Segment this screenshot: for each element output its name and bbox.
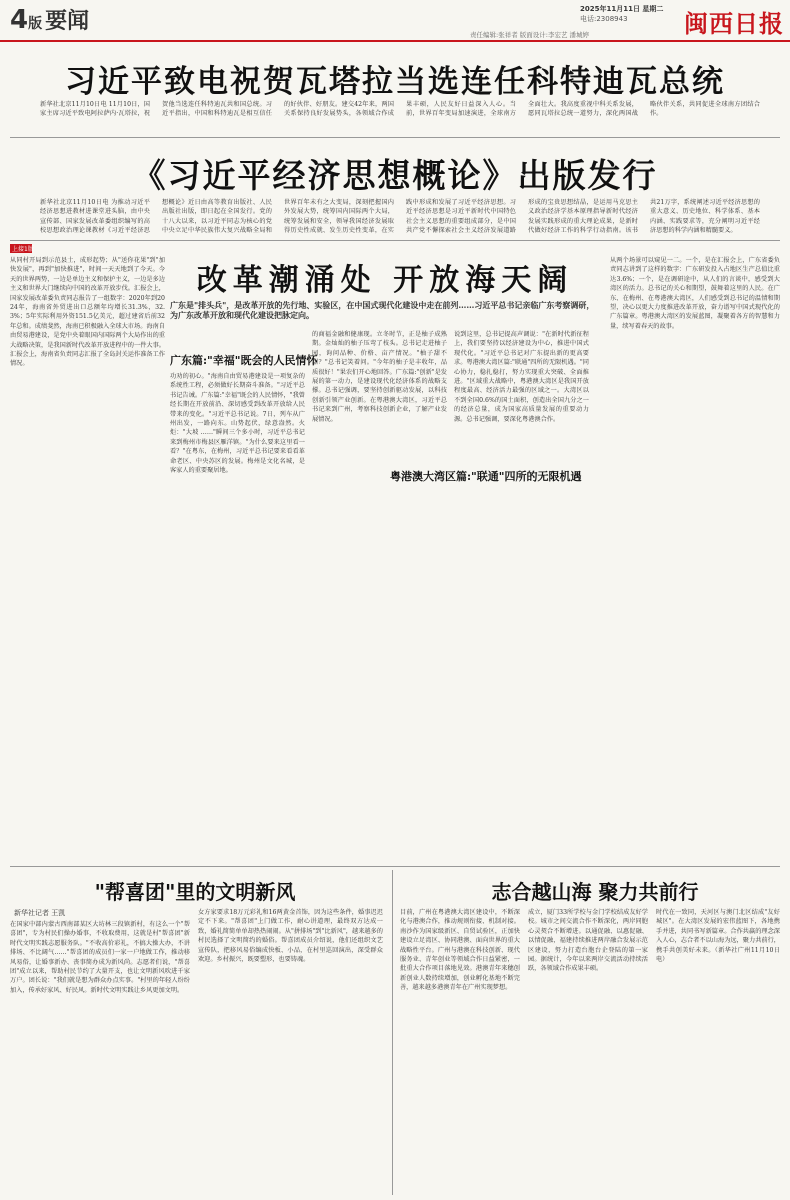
article-4-column-1 xyxy=(10,920,190,1192)
article-1-text: 新华社北京11月10日电 11月10日，国家主席习近平致电阿拉萨内·瓦塔拉，祝贺他当选连任科特迪瓦共和国总统。习近平指出，中国和科特迪瓦是相互信任的好伙伴、好朋友。建交42年来，两国关系保持良好发展势头，各领域合作成果丰硕，人民友好日益深入人心。当前，世界百年变局加速演进，全球南方全面壮大。我高度重视中科关系发展，愿同瓦塔拉总统一道努力，深化两国战略伙伴关系，共同促进全球南方团结合作。 xyxy=(40,101,760,118)
page-label: 版 xyxy=(28,16,43,32)
article-2-body xyxy=(40,198,760,236)
newspaper-logo: 闽西日报 xyxy=(684,9,784,38)
article-3-subhead: 广东是"排头兵"，是改革开放的先行地、实验区，在中国式现代化建设中走在前列……习近平总书记亲临广东考察调研，为广东改革开放和现代化建设把脉定向。 xyxy=(170,300,595,320)
page-number xyxy=(10,4,89,35)
article-3-mid3-text: 说到这里，总书记提高声调说："在新时代新征程上，我们要坚持以经济建设为中心，推进中国式现代化。"习近平总书记对广东提出新的更高要求。粤港澳大湾区篇:"联通"四所的无限机遇。"同心协力，稳扎稳打，努力实现重大突破、全面推进。"区域重大战略中，粤港澳大湾区是我国开放程度最高、经济活力最强的区域之一。大湾区以不到全国0.6%的国土面积，创造出全国九分之一的经济总量，成为国家高质量发展的重要动力源。总书记强调，要深化粤港澳合作。 xyxy=(454,331,589,423)
article-5-text-2: 成立，厦门33所学校与金门学校结成友好学校。城市之间交流合作不断深化，两岸同胞心灵契合不断增进。以通促融、以惠促融、以情促融，福建持续推进两岸融合发展示范区建设，努力打造台胞台企登陆的第一家园。据统计，今年以来两岸交流活动持续活跃，各领域合作成果丰硕。 xyxy=(528,909,648,973)
article-3-column-mid-3 xyxy=(454,330,589,862)
article-3-mid2-text: 的商福金融和健康现。立冬时节，正是柚子成熟期。金灿灿的柚子压弯了枝头。总书记走进柚子园，询问品种、价格、亩产情况。"柚子甜不甜？"总书记笑着问。"今年的柚子是丰收年，品质很好！"果农们开心地回答。广东篇:"创新"是发展的第一动力，是建设现代化经济体系的战略支撑。总书记强调，要坚持创新驱动发展，以科技创新引领产业创新。在粤港澳大湾区，习近平总书记来到广州，考察科技创新企业，了解产业发展情况。 xyxy=(312,331,447,423)
article-3-column-mid-intro xyxy=(170,330,305,350)
masthead-meta xyxy=(580,4,680,24)
headline-article-2: 《习近平经济思想概论》出版发行 xyxy=(132,156,658,195)
article-3-left-text: 从同村开局到示范县土，成形起势；从"送你花果"到"加快发展"，再到"加快推进"，时间一天天地到了今天。今天的世界两势，一边是单边主义和保护主义，一边是多边主义和世界大门继续向中国的改革开放步伐。汇报会上，国家发展改革委负责同志报告了一组数字：2020年到2024年，海南省外贸进出口总额年均增长31.3%，32.3%；5年实际利用外资151.5亿美元，超过建省后前32年总和。成绩斐然，海南已积极融入全球大市场。海南自由贸易港建设，是党中央着眼国内国际两个大局作出的重大战略决策，是我国新时代改革开放进程中的一件大事。汇报会上，海南省负责同志汇报了全岛封关运作准备工作情况。 xyxy=(10,257,165,368)
article-5-column-1 xyxy=(400,908,520,1192)
divider xyxy=(10,240,780,241)
headline-article-5: 志合越山海 聚力共前行 xyxy=(491,880,699,904)
article-3-right-text: 从两个场景可以窥见一二。一个，是在汇报会上，广东省委负责同志讲到了这样的数字：广东研发投入占地区生产总值比重达3.6%；一个，是在调研途中，从人们的言谈中，感受到大湾区的活力。总书记的关心和期望，鼓舞着这里的人民。在广东、在梅州、在粤港澳大湾区，人们感受到总书记的温情和期望，决心以更大力度推进改革开放，奋力谱写中国式现代化的广东篇章。粤港澳大湾区的发展蓝图，凝聚着各方的智慧和力量，续写着春天的故事。 xyxy=(610,257,780,330)
article-3-column-mid-2 xyxy=(312,330,447,862)
article-3-quote-2: 粤港澳大湾区篇:"联通"四所的无限机遇 xyxy=(390,470,582,483)
article-2-text: 新华社北京11月10日电 为推动习近平经济思想进教材进课堂进头脑，由中央宣传部、国家发展改革委组织编写的高校思想政治理论课教材《习近平经济思想概论》近日由高等教育出版社、人民出版社出版，即日起在全国发行。党的十八大以来，以习近平同志为核心的党中央立足中华民族伟大复兴战略全局和世界百年未有之大变局，深刻把握国内外发展大势，统筹国内国际两个大局，统筹发展和安全，领导我国经济发展取得历史性成就、发生历史性变革，在实践中形成和发展了习近平经济思想。习近平经济思想是习近平新时代中国特色社会主义思想的重要组成部分，是中国共产党不懈探索社会主义经济发展道路形成的宝贵思想结晶，是运用马克思主义政治经济学基本原理指导新时代经济发展实践形成的重大理论成果，是新时代做好经济工作的科学行动指南。该书共21万字，系统阐述习近平经济思想的重大意义、历史地位、科学体系、基本内涵、实践要求等，充分阐明习近平经济思想的科学内涵和精髓要义。 xyxy=(40,199,760,235)
vertical-divider xyxy=(392,870,393,1195)
divider xyxy=(10,137,780,138)
article-3-column-left xyxy=(10,256,165,861)
article-5-column-3 xyxy=(656,908,780,1192)
article-4-column-2 xyxy=(198,908,383,1192)
section-title: 要闻 xyxy=(45,9,90,34)
article-5-text-1: 目前，广州在粤港澳大湾区建设中，不断深化与港澳合作，推动规则衔接、机制对接。南沙作为国家级新区、自贸试验区，正加快建设立足湾区、协同港澳、面向世界的重大战略性平台。广州与港澳在科技创新、现代服务业、青年创业等领域合作日益紧密，一批重大合作项目落地见效。港澳青年来穗创新创业人数持续增加，创业孵化基地不断完善，越来越多港澳青年在广州实现梦想。 xyxy=(400,909,520,992)
article-1-body xyxy=(40,100,760,128)
issue-date: 2025年11月11日 星期二 xyxy=(580,5,664,13)
headline-article-3: 改革潮涌处 开放海天阔 xyxy=(196,263,574,298)
article-4-text-2: 女方家要求18万元彩礼和16两黄金首饰，因为这些条件，婚事迟迟定不下来。"帮喜团"上门做工作，耐心讲道理，最终双方达成一致，婚礼简简单单却热热闹闹。从"拼排场"到"比新风"，越来越多的村民选择了文明简约的婚俗。帮喜团成员介绍说，他们还组织文艺宣传队，把移风易俗编成快板、小品，在村里巡回演出，深受群众欢迎。乡村振兴，既要塑形，也要铸魂。 xyxy=(198,909,383,964)
page-number-digit: 4 xyxy=(10,5,29,35)
article-3-column-right xyxy=(610,256,780,861)
divider xyxy=(10,866,780,867)
article-4-byline: 新华社记者 王凯 xyxy=(14,909,66,917)
section-label: 上接1版 xyxy=(12,246,34,253)
phone: 电话:2308943 xyxy=(580,15,628,23)
article-5-column-2 xyxy=(528,908,648,1192)
article-5-text-3: 时代在一致同，天河区与澳门北区结成"友好城区"。在大湾区发展的宏伟蓝图下，各地携手并进，共同书写新篇章。合作共赢的理念深入人心，志合者不以山海为远，聚力共前行，携手共创美好未来。（新华社广州11月10日电） xyxy=(656,909,780,964)
article-3-quote-1: 广东篇:"幸福"既会的人民情怀 xyxy=(170,354,318,367)
headline-article-4: "帮喜团"里的文明新风 xyxy=(94,880,296,904)
editor-credits: 责任编辑:张祥者 版面设计:李宏艺 潘城婷 xyxy=(470,31,590,39)
article-4-text-1: 在国家中部内蒙古西南部某区大坊林三段镇新村，有这么一个"帮喜团"，专为村民们操办婚事，不收取费用，这就是村"帮喜团"新时代文明实践志愿服务队。"不收高价彩礼，不搞大操大办，不讲排场、不比阔气……"帮喜团的成员们一家一户地做工作，推动移风易俗，让婚事新办、丧事简办成为新风尚。志愿者们说，"帮喜团"成立以来，帮助村民节约了大量开支，也让文明新风吹进千家万户。团长说："我们就是想为群众办点实事。"村里的年轻人纷纷加入，传承好家风、好民风。新时代文明实践让乡风更加文明。 xyxy=(10,921,190,994)
headline-article-1: 习近平致电祝贺瓦塔拉当选连任科特迪瓦总统 xyxy=(65,64,725,100)
article-3-column-mid-1 xyxy=(170,372,305,862)
article-3-mid1-text: 功劝的初心。"海南自由贸易港建设是一项复杂的系统性工程，必须做好长期奋斗准备。"习近平总书记告诫。广东篇:"幸福"既会的人民情怀，"我曾经长期在开放前沿、深切感受到改革开放给人民带来的变化。"习近平总书记说。7日，列车从广州出发，一路向东。山势起伏，绿意盎然。火炬："大坡 ……"瞬间三个多小时，习近平总书记来到梅州市梅县区雁洋镇。"为什么要来这里看一看？"在粤东，在梅州，习近平总书记要来看看革命老区、中央苏区的发展。梅州是文化名城，是客家人的重要聚居地。 xyxy=(170,373,305,475)
